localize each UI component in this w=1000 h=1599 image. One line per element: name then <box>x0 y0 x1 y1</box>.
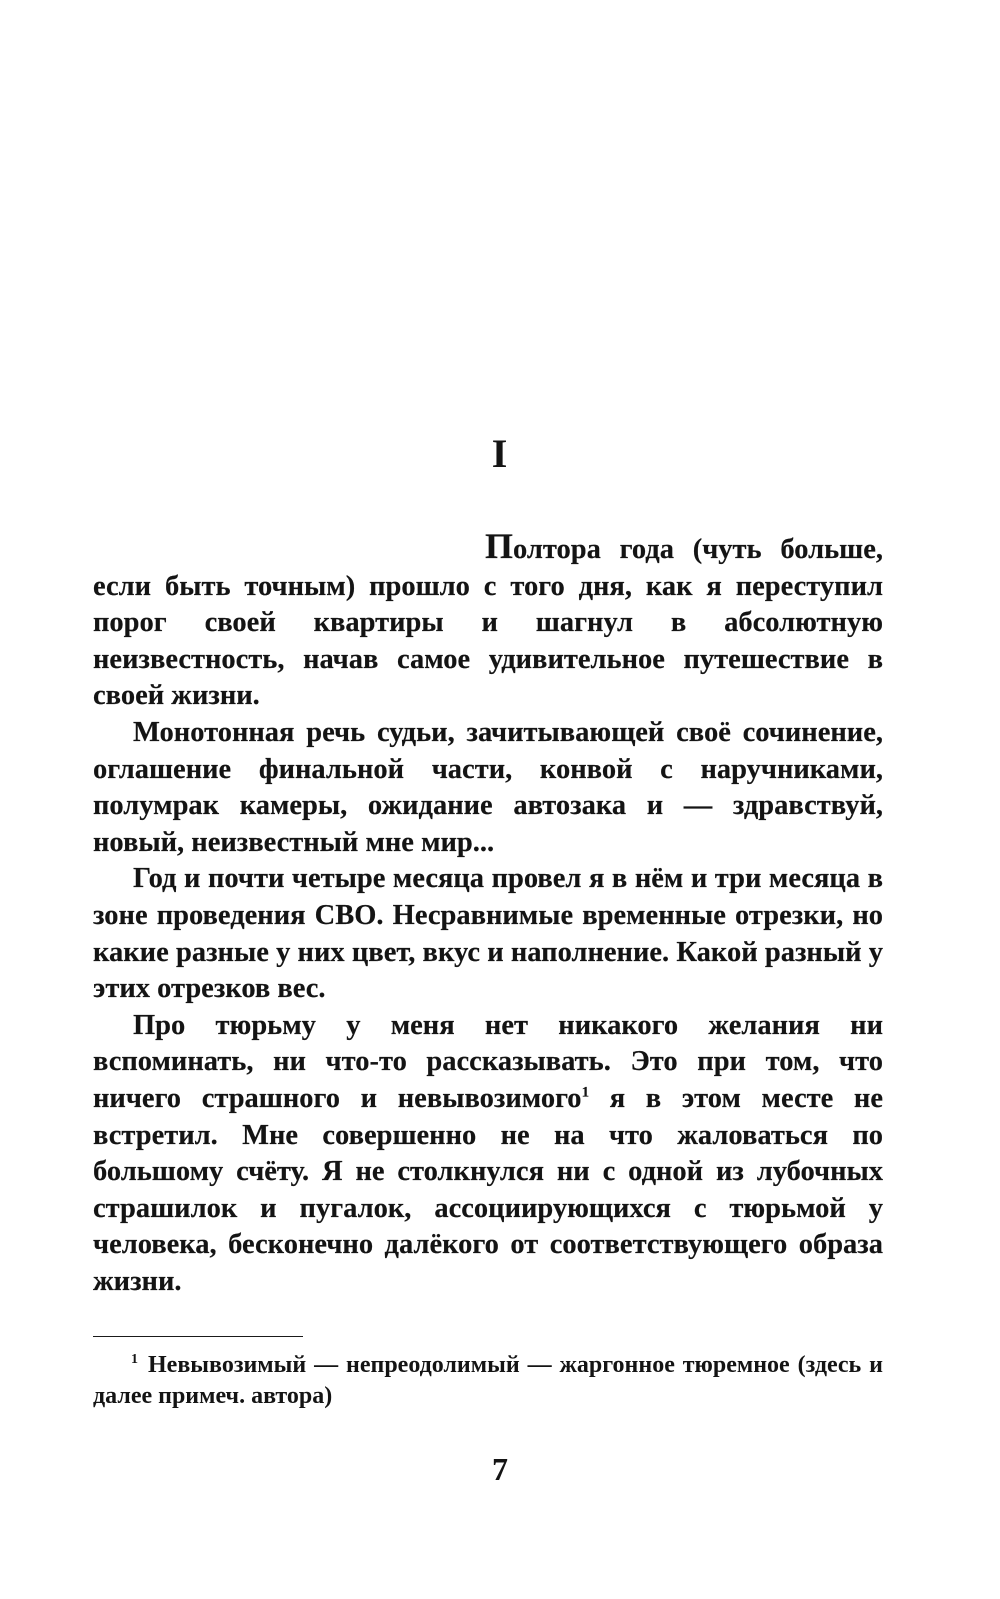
footnote-paragraph <box>93 1350 883 1412</box>
page-number: 7 <box>492 1451 508 1487</box>
paragraph-3: Год и почти четыре месяца провел я в нём и три месяца в зоне проведения СВО. Несравнимые временные отрезки, но какие разные у них цвет, вкус и наполнение. Какой разный у этих отрезков вес. <box>93 863 883 1005</box>
dropcap-letter: П <box>485 526 514 566</box>
paragraph-4-text-after: я в этом месте не встретил. Мне совершенно не на что жаловаться по большому счёту. Я не столкнулся ни с одной из лубочных страшилок и пугалок, ассоциирующихся с тюрьмой у человека, бесконечно далёкого от соответствующего образа жизни. <box>93 1082 883 1297</box>
main-text <box>93 528 883 1300</box>
footnote-text: Невывозимый — непреодолимый — жаргонное тюремное (здесь и далее примеч. автора) <box>93 1352 883 1409</box>
footnote <box>93 1350 883 1412</box>
paragraph-1-text: олтора года (чуть больше, если быть точным) прошло с того дня, как я переступил порог своей квартиры и шагнул в абсолютную неизвестность, начав самое удивительное путешествие в своей жизни. <box>93 534 883 712</box>
footnote-divider <box>93 1336 303 1337</box>
paragraph-1 <box>93 528 883 715</box>
dropcap-indent <box>93 557 485 558</box>
chapter-number: I <box>491 431 509 476</box>
footnote-reference[interactable]: 1 <box>581 1084 590 1101</box>
paragraph-4-text-before: Про тюрьму у меня нет никакого желания ни вспоминать, ни что-то рассказывать. Это при том, что ничего страшного и невывозимого <box>93 1009 883 1114</box>
footnote-number: 1 <box>131 1352 138 1367</box>
paragraph-4 <box>93 1008 883 1301</box>
paragraph-2: Монотонная речь судьи, зачитывающей своё сочинение, оглашение финальной части, конвой с наручниками, полумрак камеры, ожидание автозака и — здравствуй, новый, неизвестный мне мир... <box>93 716 883 858</box>
